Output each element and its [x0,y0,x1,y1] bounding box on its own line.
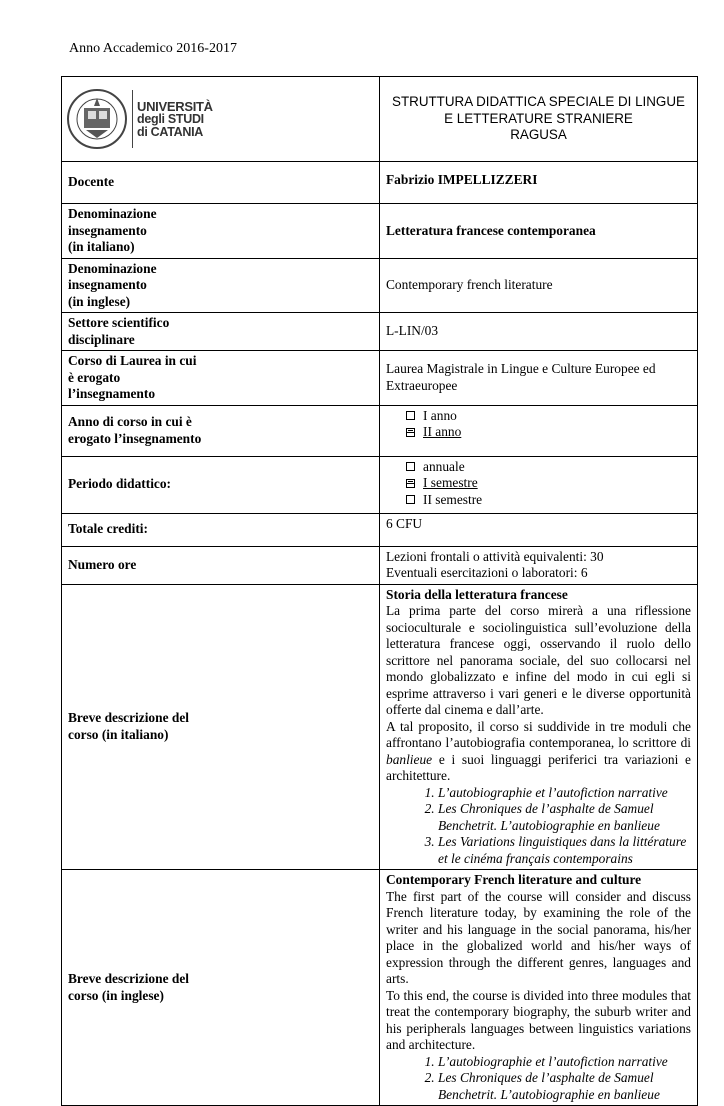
option-label: I semestre [423,475,478,490]
label-ore: Numero ore [62,546,380,584]
desc-en-para2: To this end, the course is divided into three modules that treat the contemporary biography, the suburb writer and his peripherals languages between linguistics variations and architecture. [386,987,691,1052]
anno-options [386,408,691,441]
university-seal-icon [66,88,128,150]
option-ii-anno[interactable] [406,424,691,441]
structure-line-2: RAGUSA [510,127,567,143]
desc-it-modules [386,785,691,868]
label-line: Breve descrizione del [68,971,189,986]
desc-it-para2 [386,719,691,785]
row-docente [62,162,698,204]
desc-it-para1: La prima parte del corso mirerà a una riflessione socioculturale e sociolinguistica sull’evoluzione della letteratura francese oggi, osservando il ruolo dello scrittore nel panorama sociale, del suo collocarsi nel mondo globalizzato e infine del modo in cui egli si esprime attraverso i vari generi e le diverse opportunità offerte dal cinema e dall’arte. [386,603,691,717]
option-i-semestre[interactable] [406,475,691,492]
option-label: II semestre [423,491,483,507]
header-row [62,77,698,162]
label-line: corso (in inglese) [68,987,164,1003]
label-line: disciplinare [68,331,135,347]
logo-line-1: UNIVERSITÀ [137,98,213,114]
value-docente: Fabrizio IMPELLIZZERI [380,162,698,204]
row-denom-en [62,258,698,313]
label-desc-it [62,584,380,870]
structure-name [380,77,698,162]
option-label: annuale [423,458,465,474]
label-line: insegnamento [68,277,147,292]
label-line: Denominazione [68,260,157,276]
course-info-table [61,76,698,1106]
academic-year: Anno Accademico 2016-2017 [69,41,237,56]
checkbox-checked-icon[interactable] [406,428,415,437]
row-settore [62,313,698,351]
label-line: Denominazione [68,206,157,221]
label-line: erogato l’insegnamento [68,430,202,446]
para-text: e i suoi linguaggi periferici tra variazioni e architetture. [386,751,691,783]
periodo-options [386,459,691,509]
ore-line: Eventuali esercitazioni o laboratori: 6 [386,565,588,580]
option-label: II anno [423,424,462,439]
option-label: I anno [423,407,457,423]
label-line: (in inglese) [68,293,131,309]
structure-line-1: STRUTTURA DIDATTICA SPECIALE DI LINGUE E LETTERATURE STRANIERE [392,94,685,126]
value-corso: Laurea Magistrale in Lingue e Culture Europee ed Extraeuropee [380,351,698,406]
label-line: Anno di corso in cui è [68,414,192,429]
label-corso [62,351,380,406]
desc-en-title: Contemporary French literature and culture [386,872,642,887]
label-line: l’insegnamento [68,386,156,401]
label-line: Corso di Laurea in cui [68,353,197,368]
module-item: 2. Les Chroniques de l’asphalte de Samuel Benchetrit. L’autobiographie en banlieue [438,1070,691,1103]
checkbox-icon[interactable] [406,462,415,471]
desc-en-modules [386,1054,691,1104]
university-logo [66,88,375,150]
ore-line: Lezioni frontali o attività equivalenti: 30 [386,548,604,564]
row-corso [62,351,698,406]
logo-cell [62,77,380,162]
value-desc-en [380,870,698,1106]
row-crediti [62,513,698,546]
checkbox-icon[interactable] [406,411,415,420]
option-ii-semestre[interactable] [406,492,691,509]
module-item: 1. L’autobiographie et l’autofiction narrative [438,1054,691,1071]
logo-line-2: degli STUDI [137,111,204,126]
row-periodo [62,456,698,513]
logo-line-3: di CATANIA [137,124,203,139]
label-line: Settore scientifico [68,315,170,330]
label-docente: Docente [62,162,380,204]
row-ore [62,546,698,584]
label-line: è erogato [68,369,121,385]
option-annuale[interactable] [406,459,691,476]
row-desc-it [62,584,698,870]
value-anno [380,405,698,456]
label-line: (in italiano) [68,239,135,254]
module-item: 3. Les Variations linguistiques dans la littérature et le cinéma français contemporains [438,834,691,867]
module-item: 1. L’autobiographie et l’autofiction narrative [438,785,691,802]
checkbox-icon[interactable] [406,495,415,504]
value-denom-en: Contemporary french literature [380,258,698,313]
label-denom-en [62,258,380,313]
option-i-anno[interactable] [406,408,691,425]
row-anno [62,405,698,456]
label-desc-en [62,870,380,1106]
value-denom-it: Letteratura francese contemporanea [380,204,698,259]
value-settore: L-LIN/03 [380,313,698,351]
desc-it-title: Storia della letteratura francese [386,586,568,602]
row-denom-it [62,204,698,259]
label-settore [62,313,380,351]
value-desc-it [380,584,698,870]
para-italic: banlieue [386,751,433,767]
label-crediti: Totale crediti: [62,513,380,546]
checkbox-checked-icon[interactable] [406,479,415,488]
row-desc-en [62,870,698,1106]
value-periodo [380,456,698,513]
label-denom-it [62,204,380,259]
value-crediti: 6 CFU [380,513,698,546]
para-text: A tal proposito, il corso si suddivide in tre moduli che affrontano l’autobiografia contemporanea, lo scrittore di [386,718,691,750]
module-item: 2. Les Chroniques de l’asphalte de Samuel Benchetrit. L’autobiographie en banlieue [438,801,691,834]
university-name [137,100,213,139]
label-line: insegnamento [68,222,147,238]
label-anno [62,405,380,456]
desc-en-para1: The first part of the course will consider and discuss French literature today, by examining the role of the writer and his language in the social panorama, his/her place in the globalized world and his/her ways of expression through the different genres, languages and arts. [386,888,691,986]
label-periodo: Periodo didattico: [62,456,380,513]
label-line: Breve descrizione del [68,710,189,726]
label-line: corso (in italiano) [68,726,169,742]
value-ore [380,546,698,584]
